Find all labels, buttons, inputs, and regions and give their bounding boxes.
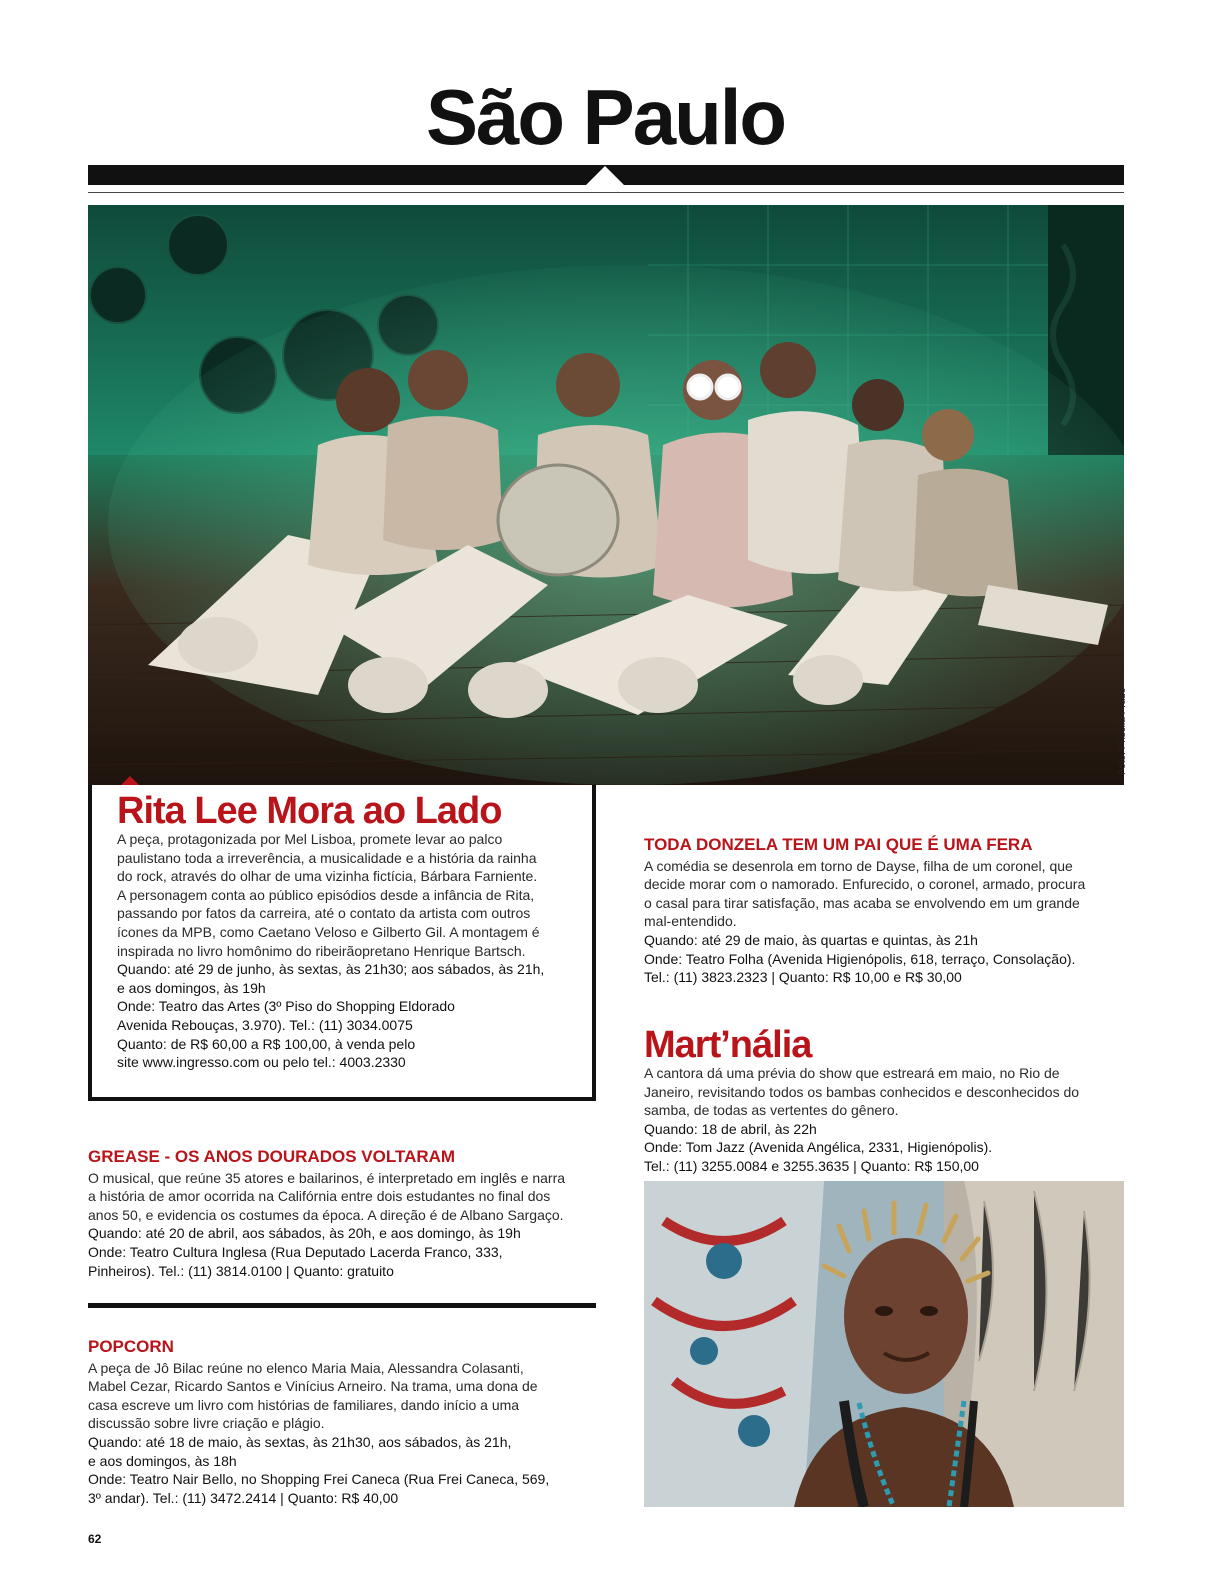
popcorn-info: e aos domingos, às 18h: [88, 1452, 237, 1469]
martnalia-line: A cantora dá uma prévia do show que estreará em maio, no Rio de: [644, 1065, 1060, 1081]
featured-info: site www.ingresso.com ou pelo tel.: 4003.2330: [117, 1054, 406, 1071]
portrait-photo: [644, 1181, 1124, 1507]
section-divider: [88, 1303, 596, 1308]
featured-line: paulistano toda a irreverência, a musicalidade e a história da rainha: [117, 849, 537, 866]
grease-article: [88, 1148, 598, 1280]
popcorn-line: discussão sobre livre criação e plágio.: [88, 1415, 325, 1432]
page-title: São Paulo: [425, 73, 786, 161]
donzela-line: A comédia se desenrola em torno de Dayse, filha de um coronel, que: [644, 857, 1073, 874]
stage-photo: [88, 205, 1124, 785]
martnalia-heading: Mart’nália: [644, 1024, 812, 1066]
grease-line: O musical, que reúne 35 atores e bailarinos, é interpretado em inglês e narra: [88, 1169, 566, 1186]
portrait-photo-illustration: [644, 1181, 1124, 1507]
grease-line: anos 50, e evidencia os costumes da época. A direção é de Albano Sargaço.: [88, 1206, 564, 1223]
martnalia-line: samba, de todas as vertentes do gênero.: [644, 1102, 899, 1119]
grease-heading: GREASE - OS ANOS DOURADOS VOLTARAM: [88, 1147, 456, 1166]
donzela-line: decide morar com o namorado. Enfurecido, o coronel, armado, procura: [644, 876, 1086, 893]
featured-line: inspirada no livro homônimo do ribeirãopretano Henrique Bartsch.: [117, 942, 526, 959]
donzela-article: [644, 836, 1124, 987]
martnalia-info: Tel.: (11) 3255.0084 e 3255.3635 | Quanto: R$ 150,00: [644, 1157, 979, 1174]
featured-info: Avenida Rebouças, 3.970). Tel.: (11) 3034.0075: [117, 1016, 413, 1033]
featured-line: passando por fatos da carreira, até o contato da artista com outros: [117, 905, 531, 922]
martnalia-info: Quando: 18 de abril, às 22h: [644, 1120, 817, 1137]
featured-info: Quanto: de R$ 60,00 a R$ 100,00, à venda pelo: [117, 1035, 416, 1052]
page-number: 62: [88, 1532, 102, 1546]
martnalia-info: Onde: Tom Jazz (Avenida Angélica, 2331, Higienópolis).: [644, 1139, 993, 1156]
featured-info: Quando: até 29 de junho, às sextas, às 21h30; aos sábados, às 21h,: [117, 961, 545, 978]
photo-credit: Foto: Priscila Prado: [1117, 687, 1128, 775]
stage-photo-illustration: [88, 205, 1124, 785]
featured-info: e aos domingos, às 19h: [117, 979, 266, 996]
popcorn-line: Mabel Cezar, Ricardo Santos e Vinícius Arneiro. Na trama, uma dona de: [88, 1378, 538, 1395]
grease-line: a história de amor ocorrida na Califórnia entre dois estudantes no final dos: [88, 1188, 551, 1205]
grease-info: Onde: Teatro Cultura Inglesa (Rua Deputado Lacerda Franco, 333,: [88, 1244, 503, 1261]
featured-line: A peça, protagonizada por Mel Lisboa, promete levar ao palco: [117, 831, 503, 847]
popcorn-line: A peça de Jô Bilac reúne no elenco Maria Maia, Alessandra Colasanti,: [88, 1359, 524, 1376]
title-rule: [88, 192, 1124, 193]
donzela-line: mal-entendido.: [644, 913, 737, 930]
featured-line: do rock, através do olhar de uma vizinha fictícia, Bárbara Farniente.: [117, 868, 538, 885]
popcorn-heading: POPCORN: [88, 1337, 174, 1356]
featured-article: [117, 792, 587, 1072]
featured-heading: Rita Lee Mora ao Lado: [117, 790, 502, 832]
featured-info: Onde: Teatro das Artes (3º Piso do Shopping Eldorado: [117, 998, 455, 1015]
donzela-info: Onde: Teatro Folha (Avenida Higienópolis, 618, terraço, Consolação).: [644, 950, 1076, 967]
grease-info: Pinheiros). Tel.: (11) 3814.0100 | Quanto: gratuito: [88, 1262, 394, 1279]
popcorn-line: casa escreve um livro com histórias de familiares, dando início a uma: [88, 1396, 520, 1413]
grease-info: Quando: até 20 de abril, aos sábados, às 20h, e aos domingo, às 19h: [88, 1225, 521, 1242]
popcorn-article: [88, 1338, 598, 1507]
martnalia-line: Janeiro, revisitando todos os bambas conhecidos e desconhecidos do: [644, 1083, 1080, 1100]
popcorn-info: Quando: até 18 de maio, às sextas, às 21h30, aos sábados, às 21h,: [88, 1434, 512, 1451]
donzela-line: o casal para tirar satisfação, mas acaba se envolvendo em um grande: [644, 894, 1080, 911]
popcorn-info: 3º andar). Tel.: (11) 3472.2414 | Quanto: R$ 40,00: [88, 1489, 399, 1506]
donzela-info: Quando: até 29 de maio, às quartas e quintas, às 21h: [644, 932, 978, 949]
title-notch: [585, 166, 625, 186]
featured-line: A personagem conta ao público episódios desde a infância de Rita,: [117, 886, 535, 903]
popcorn-info: Onde: Teatro Nair Bello, no Shopping Frei Caneca (Rua Frei Caneca, 569,: [88, 1471, 550, 1488]
donzela-info: Tel.: (11) 3823.2323 | Quanto: R$ 10,00 e R$ 30,00: [644, 969, 962, 986]
martnalia-article: [644, 1026, 1124, 1176]
donzela-heading: TODA DONZELA TEM UM PAI QUE É UMA FERA: [644, 835, 1033, 854]
featured-line: ícones da MPB, como Caetano Veloso e Gilberto Gil. A montagem é: [117, 923, 540, 940]
